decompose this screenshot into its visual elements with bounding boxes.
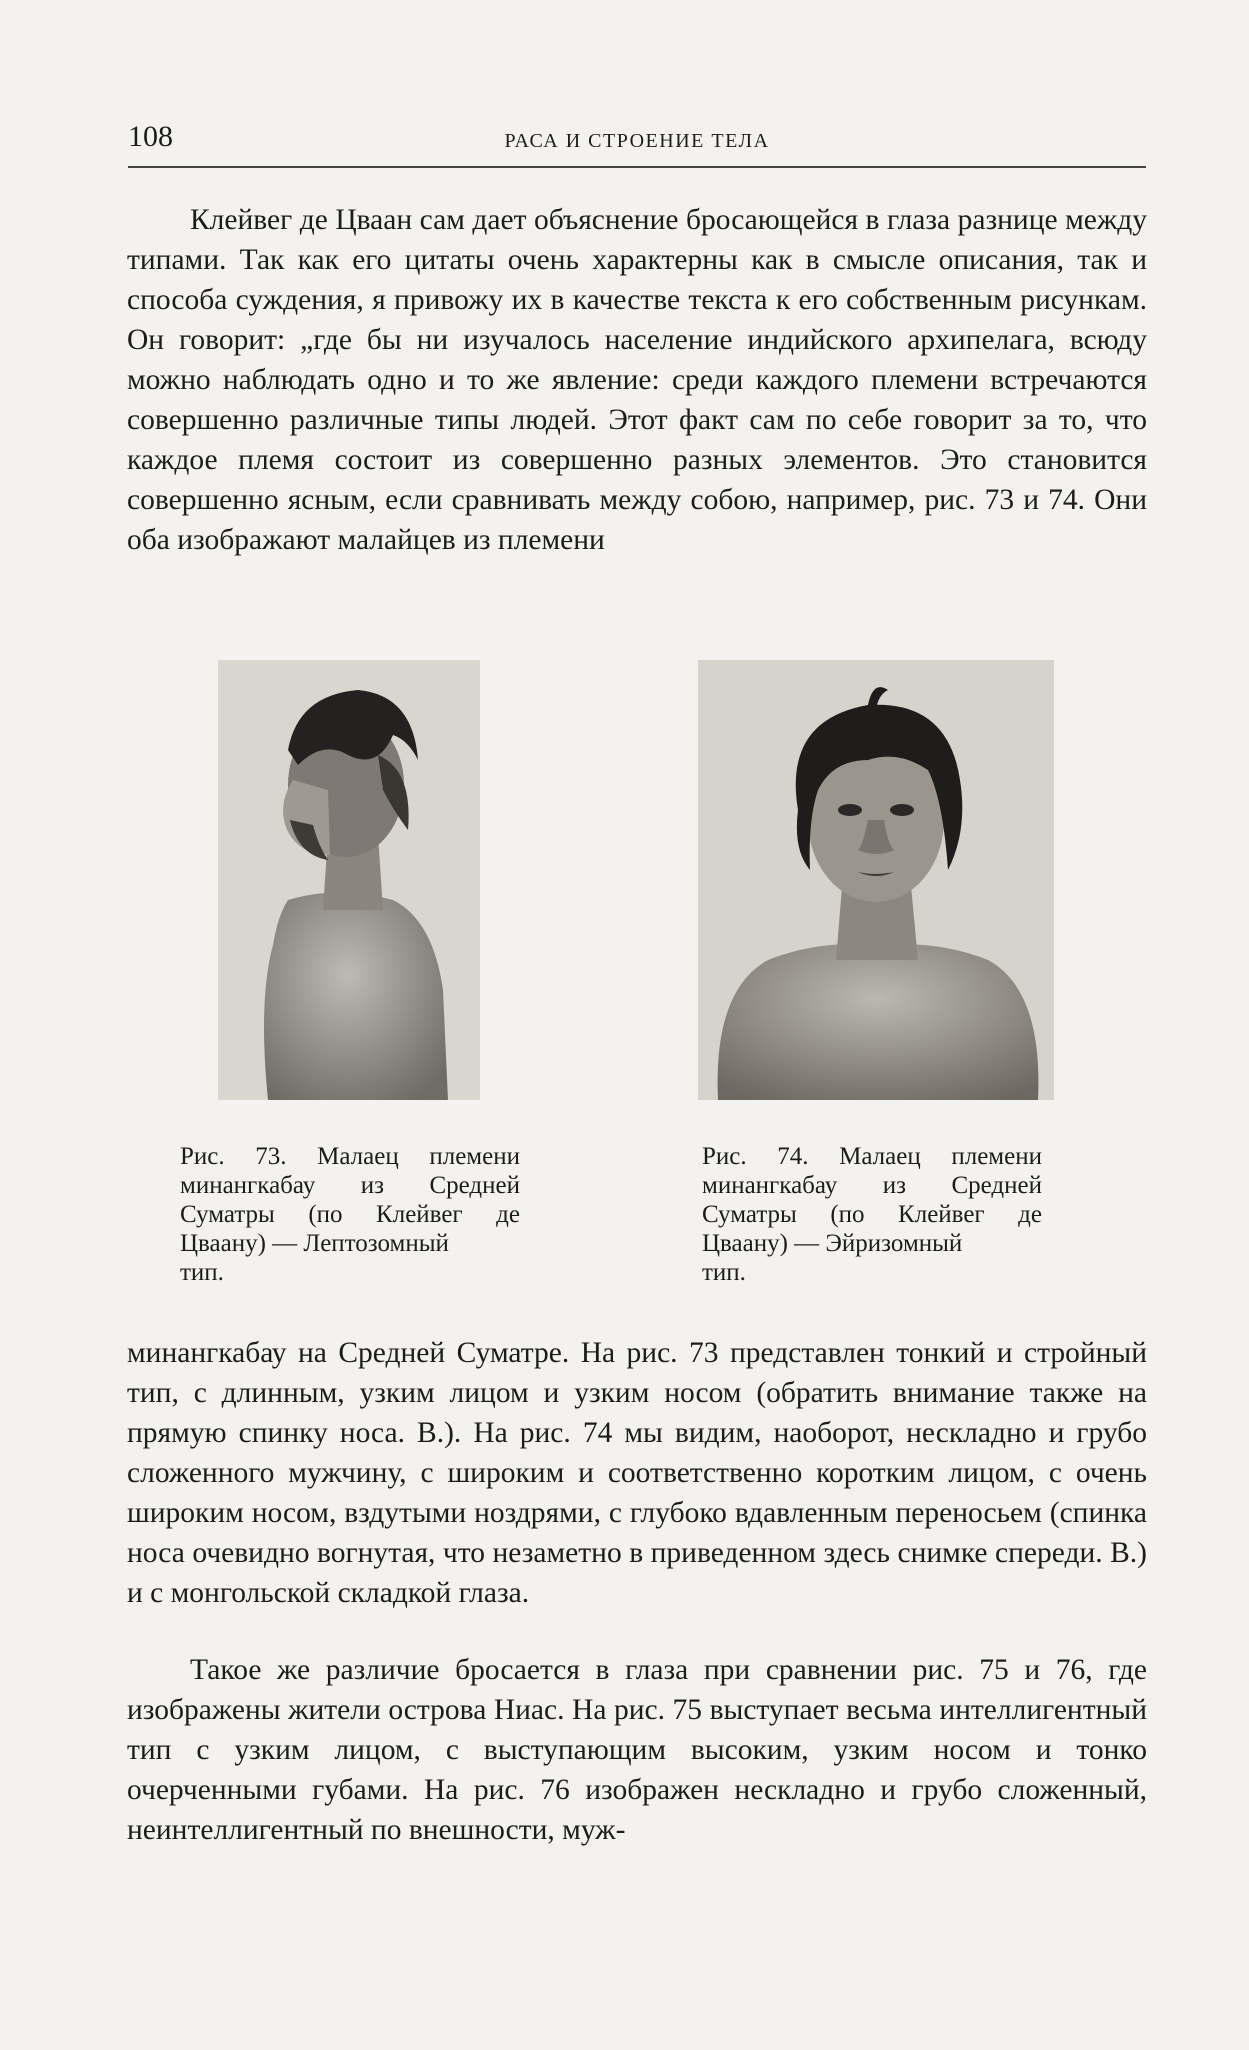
- figure-73-caption: [180, 1142, 520, 1287]
- paragraph-3: Такое же различие бросается в глаза при сравнении рис. 75 и 76, где изображены жители острова Ниас. На рис. 75 выступает весьма интеллигентный тип с узким лицом, с выступающим высоким, узким носом и тонко очерченными губами. На рис. 76 изображен нескладно и грубо сложенный, неинтеллигентный по внешности, муж-: [127, 1654, 1147, 1846]
- figure-74-caption-text: Рис. 74. Малаец племени минангкабау из Средней Суматры (по Клейвег де Цваану) — Эйризомный: [702, 1143, 1042, 1257]
- paragraph-1: Клейвег де Цваан сам дает объяснение бросающейся в глаза разнице между типами. Так как его цитаты очень характерны как в смысле описания, так и способа суждения, я привожу их в качестве текста к его собственным рисункам. Он говорит: „где бы ни изучалось население индийского архипелага, всюду можно наблюдать одно и то же явление: среди каждого племени встречаются совершенно различные типы людей. Этот факт сам по себе говорит за то, что каждое племя состоит из совершенно разных элементов. Это становится совершенно ясным, если сравнивать между собою, например, рис. 73 и 74. Они оба изображают малайцев из племени: [127, 204, 1147, 556]
- page-header: [128, 116, 1146, 168]
- figure-74-caption-end: тип.: [702, 1259, 746, 1286]
- figure-73-caption-text: Рис. 73. Малаец племени минангкабау из Средней Суматры (по Клейвег де Цваану) — Лептозомный: [180, 1143, 520, 1257]
- figure-74-photo-drawing: [698, 660, 1054, 1100]
- paragraph-2: минангкабау на Средней Суматре. На рис. 73 представлен тонкий и стройный тип, с длинным, узким лицом и узким носом (обратить внимание также на прямую спинку носа. В.). На рис. 74 мы видим, наоборот, нескладно и грубо сложенного мужчину, с широким и соответственно коротким лицом, с очень широким носом, вздутыми ноздрями, с глубоко вдавленным переносьем (спинка носа очевидно вогнутая, что незаметно в приведенном здесь снимке спереди. В.) и с монгольской складкой глаза.: [127, 1337, 1147, 1609]
- figure-74-photo: [698, 660, 1054, 1100]
- figure-73-caption-end: тип.: [180, 1259, 224, 1286]
- figure-73-photo: [218, 660, 480, 1100]
- page-number: 108: [128, 120, 173, 153]
- figure-74-caption: [702, 1142, 1042, 1287]
- running-title: РАСА И СТРОЕНИЕ ТЕЛА: [504, 130, 770, 152]
- figure-73-photo-drawing: [218, 660, 480, 1100]
